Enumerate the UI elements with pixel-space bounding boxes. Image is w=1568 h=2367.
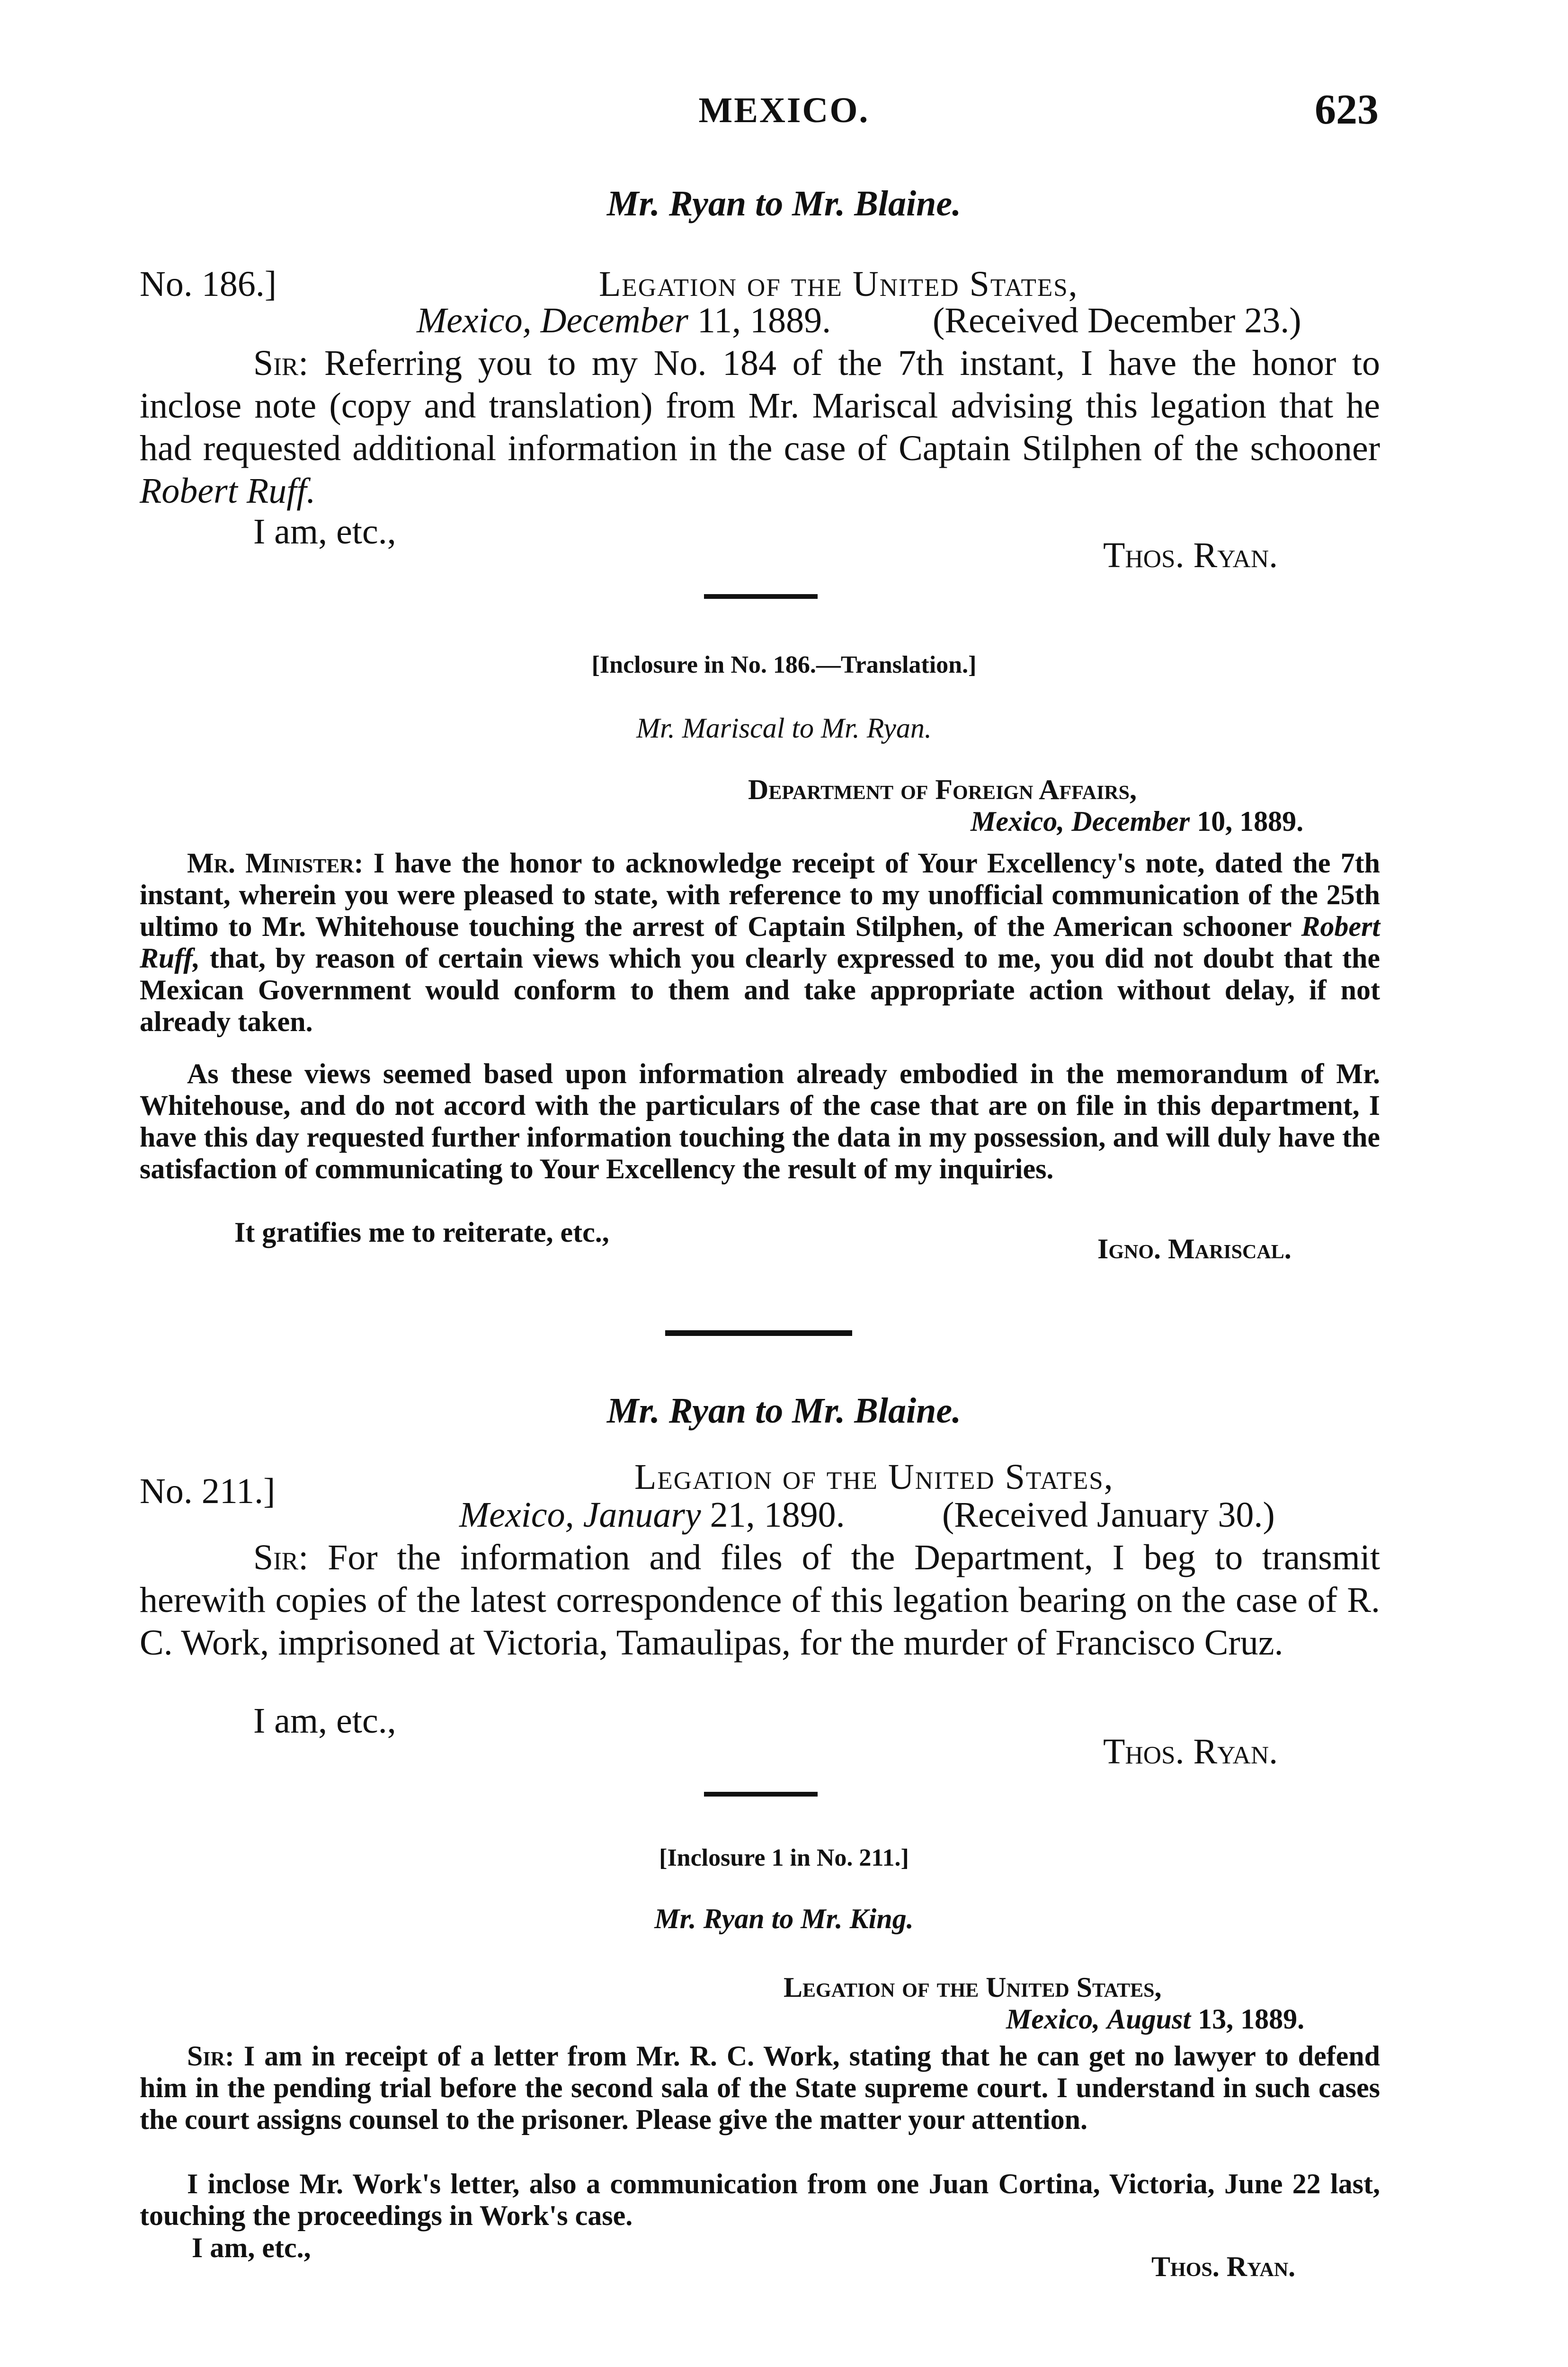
inclosure1-date-place: Mexico, bbox=[971, 806, 1065, 837]
letter2-closing: I am, etc., bbox=[253, 1701, 396, 1741]
inclosure1-signature: Igno. Mariscal. bbox=[1097, 1233, 1292, 1264]
letter1-legation: Legation of the United States, bbox=[599, 264, 1078, 304]
letter1-date-rest: 11, 1889. bbox=[697, 301, 831, 340]
inclosure1-para2 bbox=[140, 1058, 1380, 1185]
letter2-received: (Received January 30.) bbox=[942, 1495, 1275, 1535]
letter2-date-place: Mexico, bbox=[459, 1495, 574, 1535]
letter1-number: No. 186.] bbox=[140, 264, 277, 304]
letter2-number: No. 211.] bbox=[140, 1471, 276, 1511]
inclosure2-date-month: August bbox=[1107, 2003, 1191, 2035]
letter2-body-text: For the information and files of the Department, I beg to transmit herewith copies of the latest correspondence of this legation bearing on the case of R. C. Work, imprisoned at Victoria, Tamaulipas, for the murder of Francisco Cruz. bbox=[140, 1538, 1381, 1663]
inclosure2-para1 bbox=[140, 2040, 1380, 2136]
inclosure1-salutation: Mr. Minister: bbox=[187, 847, 364, 879]
inclosure1-date bbox=[971, 806, 1303, 837]
letter2-signature: Thos. Ryan. bbox=[1103, 1732, 1278, 1771]
section-divider bbox=[704, 1792, 818, 1797]
inclosure1-para1-b: that, by reason of certain views which you clearly expressed to me, you did not doubt that the Mexican Government would conform to them and take appropriate action without delay, if not already taken. bbox=[140, 943, 1380, 1037]
inclosure2-para2-text: I inclose Mr. Work's letter, also a communication from one Juan Cortina, Victoria, June 22 last, touching the proceedings in Work's case. bbox=[140, 2168, 1380, 2231]
letter2-dateline bbox=[459, 1494, 845, 1536]
letter2-salutation: Sir: bbox=[253, 1538, 309, 1577]
letter1-body bbox=[140, 342, 1380, 512]
inclosure2-date-rest: 13, 1889. bbox=[1198, 2003, 1305, 2035]
letter1-ship-name: Robert Ruff. bbox=[140, 471, 316, 511]
letter1-date-place: Mexico, bbox=[417, 301, 532, 340]
letter2-date-month: January bbox=[583, 1495, 701, 1535]
section-divider-thick bbox=[665, 1330, 852, 1336]
letter1-salutation: Sir: bbox=[253, 343, 309, 383]
letter1-date-month: December bbox=[540, 301, 688, 340]
inclosure2-label: [Inclosure 1 in No. 211.] bbox=[659, 1844, 909, 1871]
inclosure2-legation: Legation of the United States, bbox=[784, 1972, 1162, 2003]
inclosure1-department: Department of Foreign Affairs, bbox=[748, 774, 1137, 805]
inclosure1-ship-name: Robert Ruff, bbox=[140, 911, 1380, 974]
inclosure2-date-place: Mexico, bbox=[1006, 2003, 1100, 2035]
inclosure2-heading: Mr. Ryan to Mr. King. bbox=[654, 1903, 914, 1934]
page-number: 623 bbox=[1315, 86, 1379, 133]
letter2-heading: Mr. Ryan to Mr. Blaine. bbox=[606, 1391, 962, 1431]
inclosure1-para2-text: As these views seemed based upon information already embodied in the memorandum of Mr. Whitehouse, and do not accord with the particulars of the case that are on file in this department, I have this day requested further information touching the data in my possession, and will duly have the satisfaction of communicating to Your Excellency the result of my inquiries. bbox=[140, 1058, 1380, 1184]
letter2-legation: Legation of the United States, bbox=[634, 1457, 1114, 1497]
inclosure1-closing: It gratifies me to reiterate, etc., bbox=[234, 1217, 609, 1248]
letter1-signature: Thos. Ryan. bbox=[1103, 535, 1278, 575]
letter1-body-text: Referring you to my No. 184 of the 7th instant, I have the honor to inclose note (copy and translation) from Mr. Mariscal advising this legation that he had requested additional information in the case of Captain Stilphen of the schooner bbox=[140, 343, 1380, 468]
letter2-body bbox=[140, 1536, 1380, 1664]
inclosure1-para1-a: I have the honor to acknowledge receipt of Your Excellency's note, dated the 7th instant, wherein you were pleased to state, with reference to my unofficial communication of the 25th ultimo to Mr. Whitehouse touching the arrest of Captain Stilphen, of the American schooner bbox=[140, 847, 1381, 942]
inclosure2-signature: Thos. Ryan. bbox=[1151, 2251, 1296, 2282]
inclosure1-para1 bbox=[140, 847, 1380, 1038]
inclosure2-closing: I am, etc., bbox=[192, 2232, 311, 2263]
letter1-dateline bbox=[417, 299, 831, 342]
inclosure2-para1-text: I am in receipt of a letter from Mr. R. C. Work, stating that he can get no lawyer to defend him in the pending trial before the second sala of the State supreme court. I understand in such cases the court assigns counsel to the prisoner. Please give the matter your attention. bbox=[140, 2040, 1380, 2135]
letter2-date-rest: 21, 1890. bbox=[710, 1495, 845, 1535]
inclosure2-date bbox=[1006, 2003, 1304, 2035]
letter1-received: (Received December 23.) bbox=[933, 301, 1301, 340]
running-head-title: MEXICO. bbox=[698, 90, 870, 130]
inclosure2-salutation: Sir: bbox=[187, 2040, 235, 2072]
inclosure1-heading: Mr. Mariscal to Mr. Ryan. bbox=[636, 712, 932, 744]
inclosure1-date-month: December bbox=[1071, 806, 1190, 837]
inclosure1-label: [Inclosure in No. 186.—Translation.] bbox=[591, 651, 977, 678]
letter1-heading: Mr. Ryan to Mr. Blaine. bbox=[606, 184, 962, 223]
inclosure2-para2 bbox=[140, 2168, 1380, 2232]
letter1-closing: I am, etc., bbox=[253, 512, 396, 552]
inclosure1-date-rest: 10, 1889. bbox=[1197, 806, 1304, 837]
section-divider bbox=[704, 594, 818, 599]
